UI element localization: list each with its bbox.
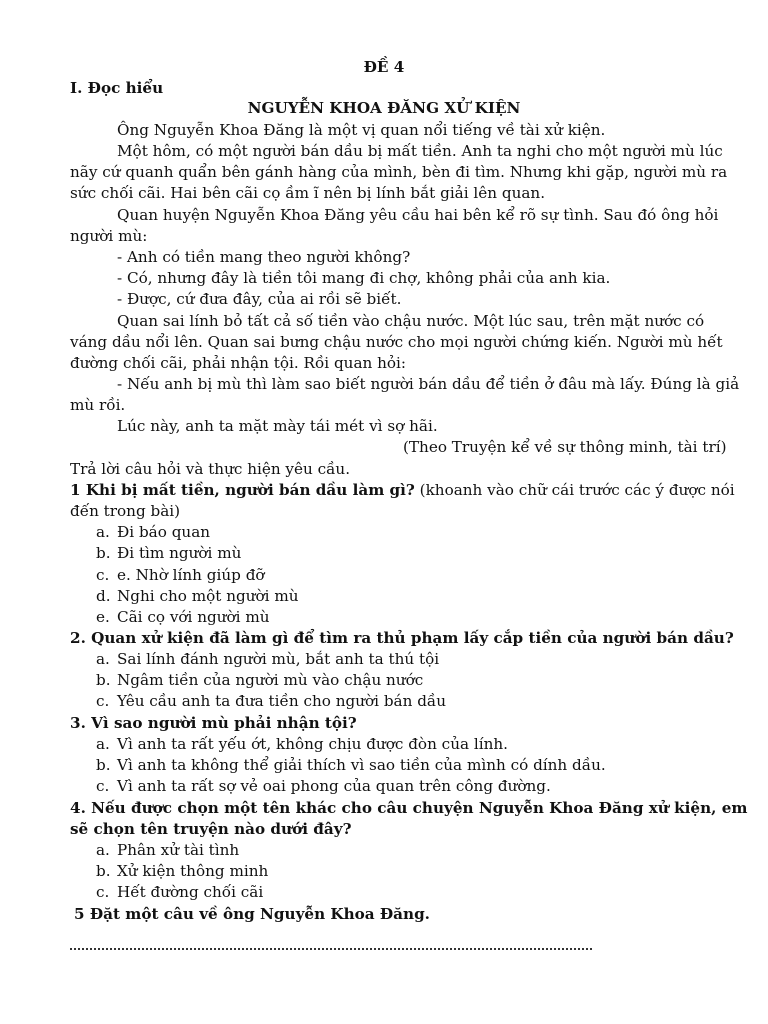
- option-text: Vì anh ta không thể giải thích vì sao tiền của mình có dính dầu.: [117, 756, 606, 774]
- question-1-note: (khoanh vào chữ cái trước các ý được nói: [414, 481, 735, 499]
- option-letter: c.: [96, 566, 110, 584]
- passage-line: đường chối cãi, phải nhận tội. Rồi quan hỏi:: [70, 354, 407, 372]
- option-text: Cãi cọ với người mù: [117, 608, 270, 626]
- option-text: Ngâm tiền của người mù vào chậu nước: [117, 671, 424, 689]
- option-letter: d.: [96, 587, 111, 605]
- question-2: 2. Quan xử kiện đã làm gì để tìm ra thủ phạm lấy cắp tiền của người bán dầu?: [70, 629, 734, 647]
- option-letter: e.: [96, 608, 110, 626]
- option-text: Nghi cho một người mù: [117, 587, 299, 605]
- passage-line: nãy cứ quanh quẩn bên gánh hàng của mình, bèn đi tìm. Nhưng khi gặp, người mù ra: [70, 163, 728, 181]
- option-letter: c.: [96, 883, 110, 901]
- passage-line: Ông Nguyễn Khoa Đăng là một vị quan nổi tiếng về tài xử kiện.: [117, 121, 606, 139]
- passage-line: - Được, cứ đưa đây, của ai rồi sẽ biết.: [117, 290, 402, 308]
- story-title: NGUYỄN KHOA ĐĂNG XỬ KIỆN: [247, 99, 521, 117]
- option-letter: a.: [96, 841, 110, 859]
- option-text: Đi tìm người mù: [117, 544, 242, 562]
- option-letter: b.: [96, 862, 111, 880]
- option-text: Hết đường chối cãi: [117, 883, 264, 901]
- passage-line: - Có, nhưng đây là tiền tôi mang đi chợ, không phải của anh kia.: [117, 269, 611, 287]
- option-text: Sai lính đánh người mù, bắt anh ta thú tội: [117, 650, 440, 668]
- source-citation: (Theo Truyện kể về sự thông minh, tài trí): [403, 438, 727, 456]
- question-1-bold: 1 Khi bị mất tiền, người bán dầu làm gì?: [70, 481, 415, 499]
- option-text: Đi báo quan: [117, 523, 211, 541]
- passage-line: Quan huyện Nguyễn Khoa Đăng yêu cầu hai bên kể rõ sự tình. Sau đó ông hỏi: [117, 206, 719, 224]
- question-1-line2: đến trong bài): [70, 502, 181, 520]
- question-4: 4. Nếu được chọn một tên khác cho câu chuyện Nguyễn Khoa Đăng xử kiện, em: [70, 799, 748, 817]
- option-text: Vì anh ta rất sợ vẻ oai phong của quan trên công đường.: [117, 777, 551, 795]
- option-letter: b.: [96, 544, 111, 562]
- passage-line: sức chối cãi. Hai bên cãi cọ ầm ĩ nên bị lính bắt giải lên quan.: [70, 184, 546, 202]
- option-letter: b.: [96, 671, 111, 689]
- option-text: Vì anh ta rất yếu ớt, không chịu được đòn của lính.: [117, 735, 508, 753]
- passage-line: người mù:: [70, 227, 148, 245]
- option-letter: c.: [96, 777, 110, 795]
- option-text: Yêu cầu anh ta đưa tiền cho người bán dầu: [117, 692, 447, 710]
- exam-number: ĐỀ 4: [363, 58, 405, 76]
- answer-line[interactable]: [70, 948, 592, 950]
- question-4-line2: sẽ chọn tên truyện nào dưới đây?: [70, 820, 352, 838]
- option-letter: c.: [96, 692, 110, 710]
- question-5: 5 Đặt một câu về ông Nguyễn Khoa Đăng.: [74, 905, 430, 923]
- option-letter: b.: [96, 756, 111, 774]
- passage-line: mù rồi.: [70, 396, 126, 414]
- section-heading: I. Đọc hiểu: [70, 79, 164, 97]
- passage-line: Quan sai lính bỏ tất cả số tiền vào chậu nước. Một lúc sau, trên mặt nước có: [117, 312, 705, 330]
- question-3: 3. Vì sao người mù phải nhận tội?: [70, 714, 357, 732]
- passage-line: Một hôm, có một người bán dầu bị mất tiền. Anh ta nghi cho một người mù lúc: [117, 142, 723, 160]
- passage-line: Lúc này, anh ta mặt mày tái mét vì sợ hãi.: [117, 417, 438, 435]
- option-text: Phân xử tài tình: [117, 841, 240, 859]
- option-letter: a.: [96, 735, 110, 753]
- option-text: e. Nhờ lính giúp đỡ: [117, 566, 265, 584]
- passage-line: - Anh có tiền mang theo người không?: [117, 248, 411, 266]
- passage-line: - Nếu anh bị mù thì làm sao biết người bán dầu để tiền ở đâu mà lấy. Đúng là giả: [117, 375, 740, 393]
- instruction: Trả lời câu hỏi và thực hiện yêu cầu.: [70, 460, 351, 478]
- question-1: [70, 480, 735, 500]
- passage-line: váng dầu nổi lên. Quan sai bưng chậu nước cho mọi người chứng kiến. Người mù hết: [70, 333, 723, 351]
- option-letter: a.: [96, 523, 110, 541]
- option-text: Xử kiện thông minh: [117, 862, 269, 880]
- option-letter: a.: [96, 650, 110, 668]
